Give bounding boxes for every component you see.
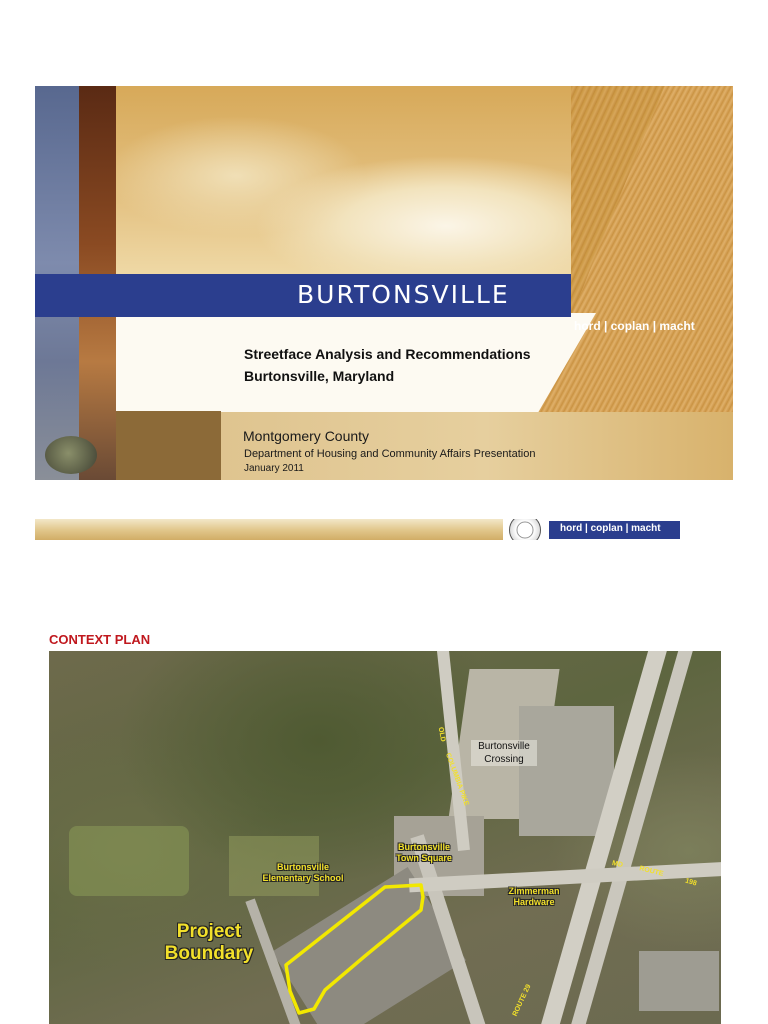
label-elementary-school <box>255 862 351 884</box>
footer-firm-text: hord | coplan | macht <box>560 523 661 534</box>
label-line: Burtonsville <box>478 741 530 752</box>
label-line: Zimmerman <box>508 886 560 896</box>
presentation-date: January 2011 <box>244 463 304 474</box>
label-line: Burtonsville <box>276 862 329 872</box>
project-boundary-outline <box>49 651 721 1024</box>
subtitle-line-2: Burtonsville, Maryland <box>244 368 395 384</box>
brown-block <box>116 411 221 480</box>
county-name: Montgomery County <box>243 428 370 444</box>
aerial-context-map <box>49 651 721 1024</box>
label-burtonsville-crossing <box>471 740 537 766</box>
montgomery-county-seal-icon <box>509 519 541 540</box>
cloud-sky-image <box>116 86 571 276</box>
subtitle-line-1: Streetface Analysis and Recommendations <box>244 346 531 362</box>
label-line: Elementary School <box>262 873 344 883</box>
footer-bar <box>35 519 680 540</box>
footer-texture <box>35 519 503 540</box>
label-route: ROUTE <box>638 865 664 878</box>
label-columbia-pike: COLUMBIA PIKE <box>444 752 470 807</box>
label-line: Project <box>176 921 242 942</box>
label-md: MD <box>611 859 624 870</box>
slide-title: BURTONSVILLE <box>297 280 510 309</box>
label-line: Crossing <box>484 754 524 765</box>
stone-image <box>45 436 97 474</box>
context-plan-heading: CONTEXT PLAN <box>49 632 151 647</box>
label-town-square <box>391 842 457 864</box>
label-line: Burtonsville <box>397 842 450 852</box>
title-slide <box>35 86 733 480</box>
label-zimmerman-hardware <box>501 886 567 908</box>
label-line: Town Square <box>396 853 452 863</box>
label-old: OLD <box>436 726 447 743</box>
label-route-29: ROUTE 29 <box>511 983 533 1018</box>
label-route-number: 198 <box>684 877 698 888</box>
label-line: Hardware <box>513 897 555 907</box>
firm-logo-text: hord | coplan | macht <box>574 319 695 333</box>
subtitle-box <box>116 313 596 412</box>
label-project-boundary <box>154 921 264 965</box>
department-name: Department of Housing and Community Affairs Presentation <box>244 448 536 460</box>
label-line: Boundary <box>164 943 254 964</box>
